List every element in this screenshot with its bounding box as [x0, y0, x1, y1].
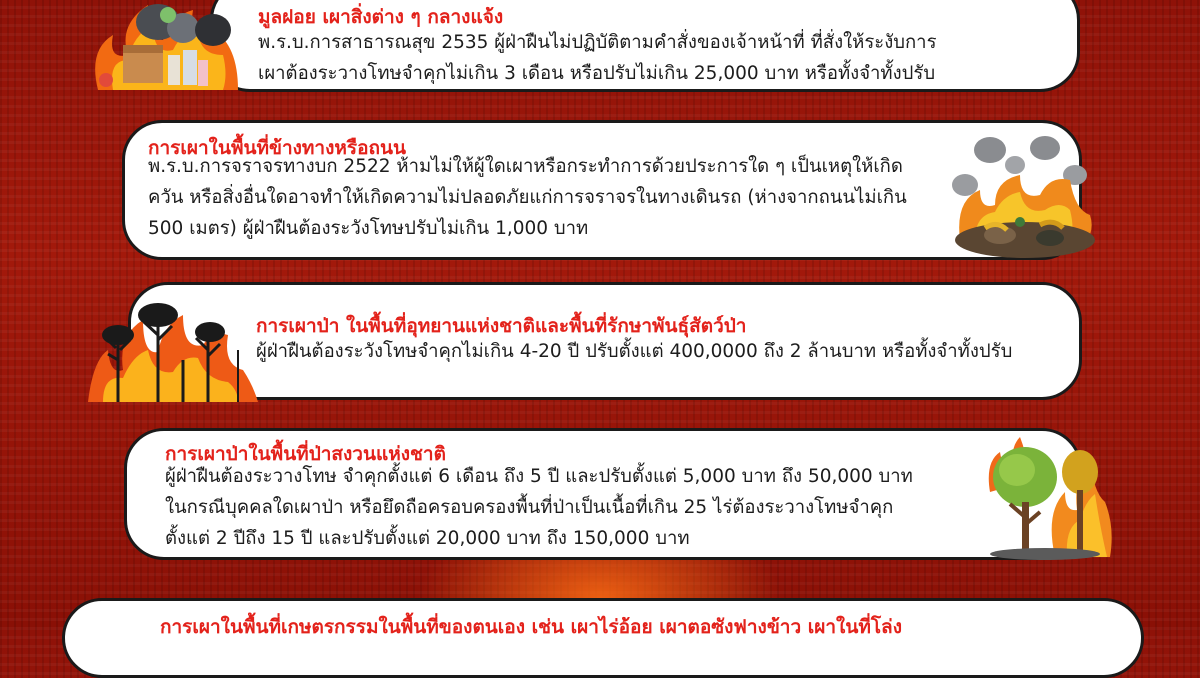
section-title: มูลฝอย เผาสิ่งต่าง ๆ กลางแจ้ง — [258, 6, 504, 28]
section-title: การเผาป่าในพื้นที่ป่าสงวนแห่งชาติ — [165, 443, 446, 465]
body-line: 500 เมตร) ผู้ฝ่าฝืนต้องระวังโทษปรับไม่เกิน 1,000 บาท — [148, 218, 589, 239]
body-line: ในกรณีบุคคลใดเผาป่า หรือยึดถือครอบครองพื้นที่ป่าเป็นเนื้อที่เกิน 25 ไร่ต้องระวางโทษจำคุก — [165, 497, 894, 518]
burning-garbage-icon — [88, 0, 248, 95]
body-line: พ.ร.บ.การจราจรทางบก 2522 ห้ามไม่ให้ผู้ใดเผาหรือกระทำการด้วยประการใด ๆ เป็นเหตุให้เกิด — [148, 156, 903, 177]
body-line: พ.ร.บ.การสาธารณสุข 2535 ผู้ฝ่าฝืนไม่ปฏิบัติตามคำสั่งของเจ้าหน้าที่ ที่สั่งให้ระงับการ — [258, 32, 937, 53]
burning-trees-icon — [985, 432, 1115, 562]
section-body — [165, 461, 913, 554]
smoking-pile-icon — [945, 130, 1105, 260]
section-title: การเผาในพื้นที่ข้างทางหรือถนน — [148, 137, 407, 159]
body-line: ผู้ฝ่าฝืนต้องระวังโทษจำคุกไม่เกิน 4-20 ปี ปรับตั้งแต่ 400,0000 ถึง 2 ล้านบาท หรือทั้งจำทั้งปรับ — [256, 341, 1013, 362]
body-line: ผู้ฝ่าฝืนต้องระวางโทษ จำคุกตั้งแต่ 6 เดือน ถึง 5 ปี และปรับตั้งแต่ 5,000 บาท ถึง 50,000 บาท — [165, 466, 913, 487]
section-title: การเผาป่า ในพื้นที่อุทยานแห่งชาติและพื้นที่รักษาพันธุ์สัตว์ป่า — [256, 315, 747, 337]
burning-forest-icon — [88, 290, 258, 405]
body-line: ควัน หรือสิ่งอื่นใดอาจทำให้เกิดความไม่ปลอดภัยแก่การจราจรในทางเดินรถ (ห่างจากถนนไม่เกิน — [148, 187, 907, 208]
section-body — [256, 336, 1012, 367]
body-line: ตั้งแต่ 2 ปีถึง 15 ปี และปรับตั้งแต่ 20,000 บาท ถึง 150,000 บาท — [165, 528, 690, 549]
body-line: เผาต้องระวางโทษจำคุกไม่เกิน 3 เดือน หรือปรับไม่เกิน 25,000 บาท หรือทั้งจำทั้งปรับ — [258, 63, 936, 84]
section-body — [148, 151, 907, 244]
section-body — [258, 27, 937, 89]
section-title: การเผาในพื้นที่เกษตรกรรมในพื้นที่ของตนเอง เช่น เผาไร่อ้อย เผาตอซังฟางข้าว เผาในที่โล่ง — [160, 616, 902, 638]
